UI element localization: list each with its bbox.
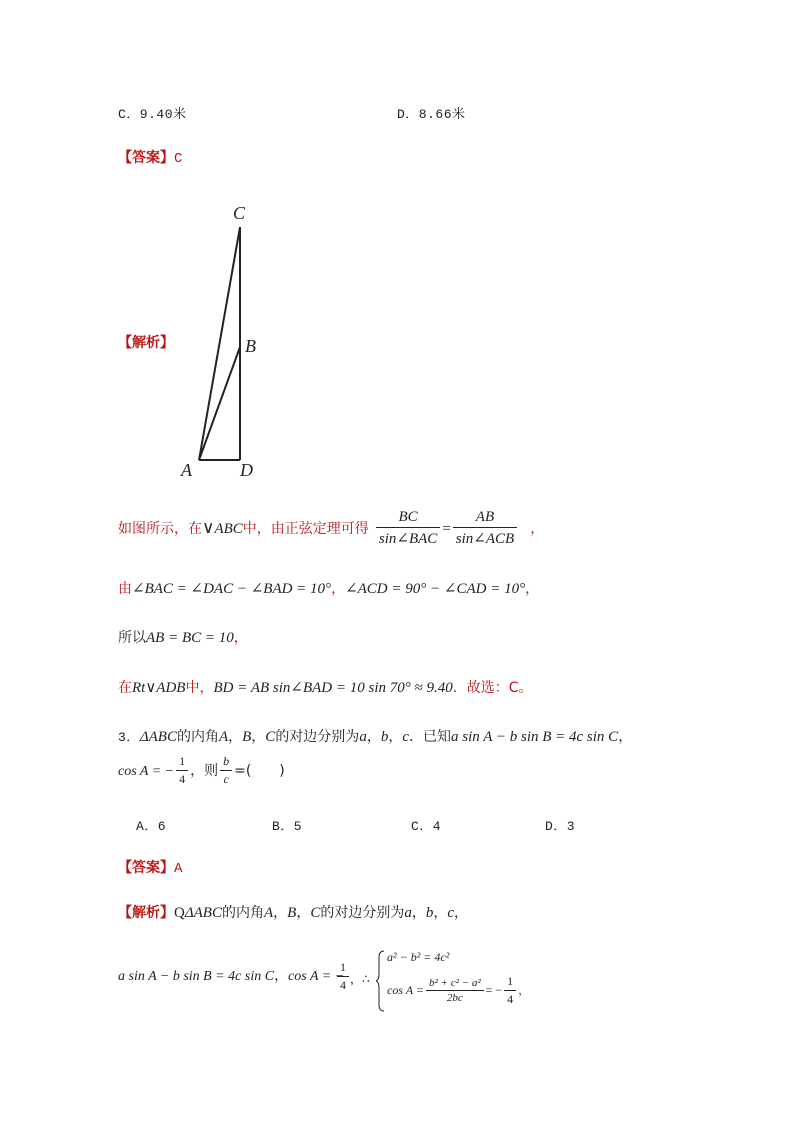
line1-mid: 中，由正弦定理可得: [242, 521, 369, 537]
q3-answer-row: [118, 857, 183, 877]
fraction-b-over-c: $\frac{b}{c}$: [220, 754, 232, 787]
fraction-one-quarter: $\frac{1}{4}$: [176, 754, 188, 787]
system-eq-1: a² − b² = 4c²: [387, 950, 450, 964]
system-brace: [376, 950, 386, 1012]
q3-analysis-tag: 【解析】: [118, 905, 174, 921]
line1-end: ，: [530, 521, 545, 537]
line4-math: BD = AB sin∠BAD = 10 sin 70° ≈ 9.40: [213, 680, 453, 696]
fraction-bc: $\frac{BC}{\text{sin∠BAC}}$: [376, 509, 440, 548]
line3-math: AB = BC = 10: [146, 630, 234, 646]
analysis-tag: 【解析】: [118, 335, 174, 351]
line4-mid: 中，: [185, 680, 214, 696]
system-eq-2: cos A = $\frac{\text{b² + c² − a²}}{2bc}$ = − $\frac{1}{4}$ ，: [387, 974, 531, 1006]
therefore: ，∴: [350, 972, 370, 986]
line2-math2: ∠ACD = 90° − ∠CAD = 10°: [345, 581, 526, 597]
line1-text: 如图所示，在: [118, 521, 202, 537]
answer-row: [118, 147, 183, 167]
solution-line-3: [118, 627, 248, 647]
option-d: D．8.66米: [397, 107, 466, 122]
q3-answer-tag: 【答案】: [118, 860, 174, 876]
answer-value: C: [174, 151, 183, 167]
solution-line-2: [118, 578, 539, 598]
line2-math1: ∠BAC = ∠DAC − ∠BAD = 10°: [132, 581, 332, 597]
line4-end: ．故选：C。: [452, 680, 533, 696]
triangle-symbol: ∨: [202, 518, 215, 537]
triangle-name: ABC: [214, 521, 243, 537]
label-a: A: [181, 460, 192, 480]
solution-line-1: [118, 509, 544, 548]
fraction-ab: $\frac{AB}{\text{sin∠ACB}}$: [453, 509, 517, 548]
line2-end: ，: [525, 581, 540, 597]
line4-pre: 在: [118, 680, 132, 696]
segment-ac: [199, 227, 240, 460]
triangle-figure: [170, 195, 280, 490]
label-d: D: [240, 460, 253, 480]
line4-rt: Rt∨ADB: [132, 680, 186, 696]
q3-stem: 3．ΔABC的内角A，B，C的对边分别为a，b，c．已知a sin A − b sin B = 4c sin C，: [118, 729, 633, 745]
q3-option-a: A．6: [136, 819, 167, 834]
label-b: B: [245, 336, 256, 356]
q3-answer-value: A: [174, 861, 183, 877]
answer-tag: 【答案】: [118, 150, 174, 166]
label-c: C: [233, 203, 246, 223]
q3-option-d: D．3: [545, 819, 576, 834]
q3-option-b: B．5: [272, 819, 303, 834]
fraction-neg-quarter: $\frac{1}{4}$: [337, 960, 349, 993]
q3-condition: cos A = − $\frac{1}{4}$ ，则 $\frac{b}{c}$ =( ): [118, 754, 285, 786]
line2-pre: 由: [118, 581, 132, 597]
line2-sep: ，: [331, 581, 346, 597]
line3-pre: 所以: [118, 630, 146, 646]
q3-option-c: C．4: [411, 819, 442, 834]
option-c: C．9.40米: [118, 107, 187, 122]
segment-ab: [199, 347, 240, 460]
line3-end: ，: [233, 630, 248, 646]
solution-line-4: [118, 677, 533, 697]
q3-analysis-line: 【解析】QΔABC的内角A，B，C的对边分别为a，b，c，: [118, 905, 469, 921]
q3-system-line: a sin A − b sin B = 4c sin C，cos A = −: [118, 968, 345, 984]
equals: =: [442, 521, 451, 537]
